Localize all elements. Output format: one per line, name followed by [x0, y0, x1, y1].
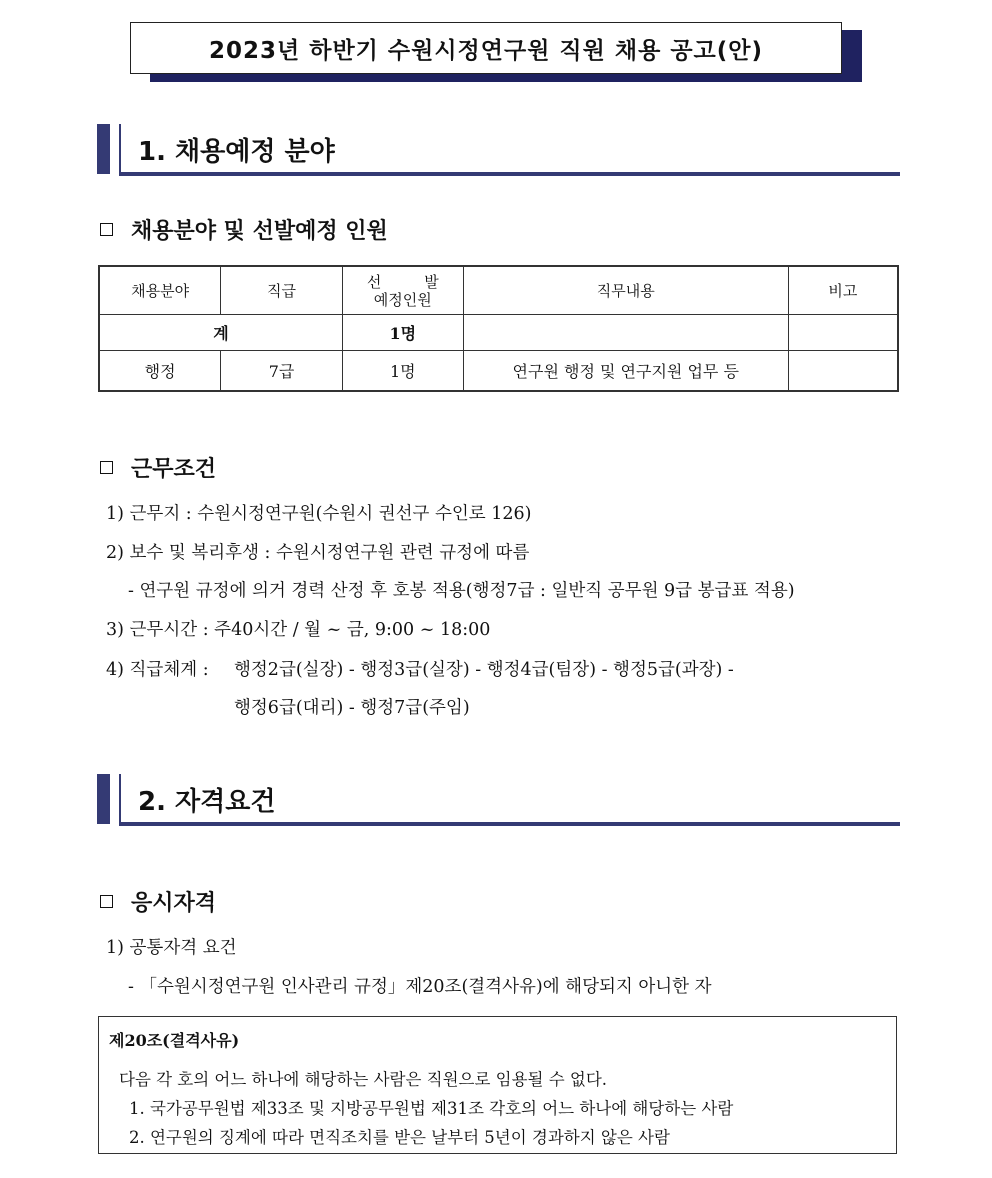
disqualification-box — [98, 1016, 897, 1154]
document-title: 2023년 하반기 수원시정연구원 직원 채용 공고(안) — [130, 22, 842, 74]
section-underline — [119, 822, 900, 826]
requirement-common: 1) 공통자격 요건 — [106, 938, 237, 958]
subheading-work-conditions — [100, 452, 216, 483]
row-field: 행정 — [99, 351, 221, 392]
requirement-common-detail: - 「수원시정연구원 인사관리 규정」제20조(결격사유)에 해당되지 아니한 자 — [128, 977, 712, 997]
subheading-label: 근무조건 — [131, 457, 217, 482]
header-selection-count — [342, 266, 463, 315]
header-sel-b: 발 — [424, 272, 439, 291]
header-sel-a: 선 — [366, 272, 382, 291]
total-count: 1명 — [342, 315, 463, 351]
subheading-recruit-field — [100, 214, 388, 245]
checkbox-square-icon — [100, 223, 113, 236]
box-item-2: 2. 연구원의 징계에 따라 면직조치를 받은 날부터 5년이 경과하지 않은 사람 — [129, 1128, 670, 1147]
condition-salary-detail: - 연구원 규정에 의거 경력 산정 후 호봉 적용(행정7급 : 일반직 공무원 9급 봉급표 적용) — [128, 581, 795, 601]
condition-hours: 3) 근무시간 : 주40시간 / 월 ~ 금, 9:00 ~ 18:00 — [106, 620, 491, 640]
row-count: 1명 — [342, 351, 463, 392]
condition-grade-label: 4) 직급체계 : — [106, 660, 209, 680]
total-duty — [463, 315, 788, 351]
header-grade: 직급 — [221, 266, 343, 315]
total-label: 계 — [99, 315, 342, 351]
section-bar — [97, 774, 110, 824]
section-bar — [97, 124, 110, 174]
row-grade: 7급 — [221, 351, 343, 392]
header-note: 비고 — [788, 266, 898, 315]
header-field: 채용분야 — [99, 266, 221, 315]
table-total-row — [99, 315, 898, 351]
condition-grade-line1: 행정2급(실장) - 행정3급(실장) - 행정4급(팀장) - 행정5급(과장) - — [234, 660, 734, 680]
table-row — [99, 351, 898, 392]
condition-grade-line2: 행정6급(대리) - 행정7급(주임) — [234, 698, 470, 718]
header-duty: 직무내용 — [463, 266, 788, 315]
table-header-row — [99, 266, 898, 315]
section-divider — [119, 774, 121, 824]
subheading-label: 채용분야 및 선발예정 인원 — [131, 219, 388, 244]
total-note — [788, 315, 898, 351]
checkbox-square-icon — [100, 461, 113, 474]
row-note — [788, 351, 898, 392]
recruitment-table — [98, 265, 899, 392]
box-intro: 다음 각 호의 어느 하나에 해당하는 사람은 직원으로 임용될 수 없다. — [119, 1070, 608, 1089]
subheading-eligibility — [100, 886, 216, 917]
box-item-1: 1. 국가공무원법 제33조 및 지방공무원법 제31조 각호의 어느 하나에 해당하는 사람 — [129, 1099, 734, 1118]
section-1-title: 1. 채용예정 분야 — [138, 137, 335, 167]
header-sel-c: 예정인원 — [373, 290, 432, 309]
row-duty: 연구원 행정 및 연구지원 업무 등 — [463, 351, 788, 392]
section-underline — [119, 172, 900, 176]
subheading-label: 응시자격 — [131, 891, 217, 916]
section-divider — [119, 124, 121, 174]
checkbox-square-icon — [100, 895, 113, 908]
section-2-title: 2. 자격요건 — [138, 787, 276, 817]
condition-location: 1) 근무지 : 수원시정연구원(수원시 권선구 수인로 126) — [106, 504, 532, 524]
box-title: 제20조(결격사유) — [109, 1031, 240, 1050]
condition-salary: 2) 보수 및 복리후생 : 수원시정연구원 관련 규정에 따름 — [106, 543, 530, 563]
